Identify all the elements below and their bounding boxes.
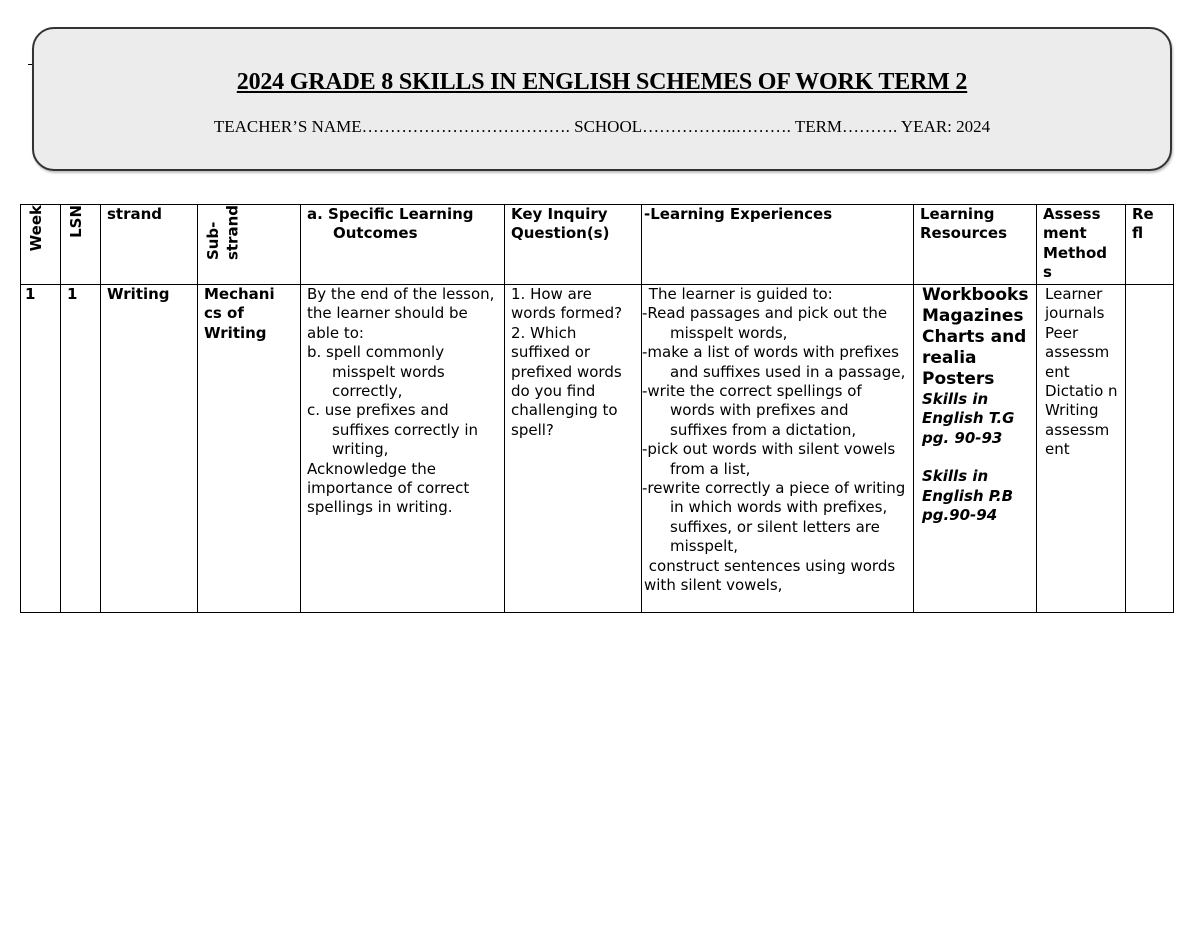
header-key-inquiry-questions: Key Inquiry Question(s) xyxy=(505,205,642,285)
cell-reflection xyxy=(1126,285,1174,613)
assessment-item: Dictatio n xyxy=(1045,382,1118,401)
cell-week: 1 xyxy=(21,285,61,613)
table-header-row xyxy=(21,205,1174,285)
resource-item: Posters xyxy=(922,369,995,389)
experience-item: -make a list of words with prefixes and suffixes used in a passage, xyxy=(642,343,906,381)
margin-mark xyxy=(28,64,32,65)
outcome-item: b. spell commonly misspelt words correctly, xyxy=(307,343,445,401)
resource-item: Charts and realia xyxy=(922,327,1027,368)
header-learning-resources: Learning Resources xyxy=(914,205,1037,285)
scheme-of-work-table xyxy=(20,204,1174,613)
cell-learning-resources xyxy=(914,285,1037,613)
header-specific-learning-outcomes: a. Specific Learning Outcomes xyxy=(301,205,505,285)
experience-item: construct sentences using words with silent vowels, xyxy=(644,556,900,595)
resource-item: Magazines xyxy=(922,306,1024,326)
inquiry-question: 2. Which suffixed or prefixed words do you find challenging to spell? xyxy=(511,323,622,439)
header-strand: strand xyxy=(101,205,198,285)
resource-item: Skills in English P.B pg.90-94 xyxy=(922,467,1014,525)
resource-item: Skills in English T.G pg. 90-93 xyxy=(922,390,1015,447)
assessment-item: Writing assessm ent xyxy=(1045,401,1110,459)
cell-specific-learning-outcomes xyxy=(301,285,505,613)
cell-lsn: 1 xyxy=(61,285,101,613)
cell-assessment-methods xyxy=(1037,285,1126,613)
header-learning-experiences: -Learning Experiences xyxy=(642,205,914,285)
page-title: 2024 GRADE 8 SKILLS IN ENGLISH SCHEMES OF WORK TERM 2 xyxy=(236,69,968,95)
spacer xyxy=(922,448,1030,467)
assessment-item: Peer assessm ent xyxy=(1045,323,1110,381)
header-reflection: Re fl xyxy=(1126,205,1174,285)
header-week: Week xyxy=(21,205,61,285)
outcome-intro: By the end of the lesson, the learner should be able to: xyxy=(307,285,495,342)
inquiry-question: 1. How are words formed? xyxy=(511,285,623,323)
teacher-info-line: TEACHER’S NAME………………………………. SCHOOL……………..………. TERM………. YEAR: 2024 xyxy=(213,117,991,136)
cell-strand: Writing xyxy=(101,285,198,613)
experience-intro: The learner is guided to: xyxy=(644,285,833,303)
header-sub-strand: Sub- strand xyxy=(198,205,301,285)
experience-item: -pick out words with silent vowels from a list, xyxy=(642,440,896,478)
table-row xyxy=(21,285,1174,613)
header-assessment-methods: Assess ment Method s xyxy=(1037,205,1126,285)
experience-item: -write the correct spellings of words with prefixes and suffixes from a dictation, xyxy=(642,382,862,439)
resource-item: Workbooks xyxy=(922,285,1029,305)
experience-item: -Read passages and pick out the misspelt words, xyxy=(642,304,888,342)
experience-item: -rewrite correctly a piece of writing in which words with prefixes, suffixes, or silent letters are misspelt, xyxy=(642,479,906,556)
cell-sub-strand: Mechani cs of Writing xyxy=(198,285,301,613)
outcome-item: Acknowledge the importance of correct spellings in writing. xyxy=(307,459,470,517)
header-lsn: LSN xyxy=(61,205,101,285)
cell-key-inquiry-questions xyxy=(505,285,642,613)
assessment-item: Learner journals xyxy=(1045,285,1105,323)
outcome-item: c. use prefixes and suffixes correctly in writing, xyxy=(307,401,479,459)
header-box xyxy=(32,27,1172,171)
cell-learning-experiences xyxy=(642,285,914,613)
